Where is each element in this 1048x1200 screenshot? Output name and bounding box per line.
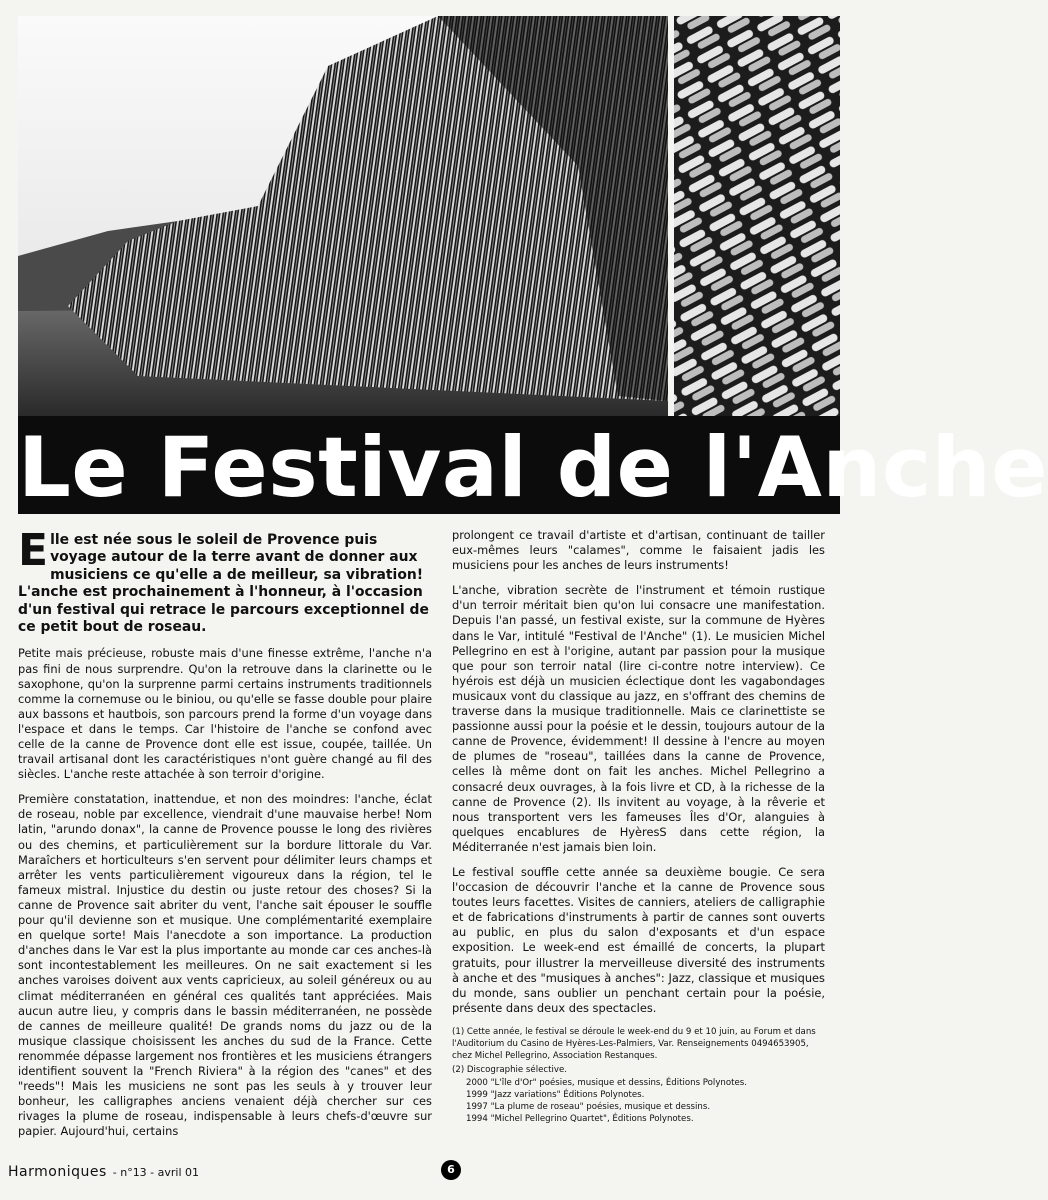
article-column-left (18, 525, 433, 1149)
article-paragraph: Première constatation, inattendue, et non des moindres: l'anche, éclat de roseau, noble par excellence, viendrait d'une mauvaise herbe! Nom latin, "arundo donax", la canne de Provence pousse le long des rivières ou des chemins, et particulièrement sur la bordure littorale du Var. Maraîchers et horticulteurs s'en servent pour délimiter leurs champs et arrêter les vents particulièrement vigoureux dans la région, tel le fameux mistral. Injustice du destin ou juste retour des choses? Si la canne de Provence sait abriter du vent, l'anche sait épouser le souffle pour qu'il devienne son et musique. Une complémentarité exemplaire en quelque sorte! Mais l'anecdote a son importance. La production d'anches dans le Var est la plus importante au monde car ces anches-là sont incontestablement les meilleures. On ne sait exactement si les anches varoises doivent aux vents capricieux, au soleil généreux ou au climat méditerranéen en général ces qualités tant appréciées. Mais aucun autre lieu, y compris dans le bassin méditerranéen, ne possède de cannes de meilleure qualité! De grands noms du jazz ou de la musique classique choisissent les anches du sud de la France. Cette renommée dépasse largement nos frontières et les musiciens étrangers identifient souvent la "French Riviera" à la région des "canes" et des "reeds"! Mais les musiciens ne sont pas les seuls à y trouver leur bonheur, les calligraphes anciens venaient déjà chercher sur ces rivages la plume de roseau, indispensable à leurs chefs-d'œuvre sur papier. Aujourd'hui, certains (18, 792, 432, 1139)
discography-item: 2000 "L'île d'Or" poésies, musique et dessins, Éditions Polynotes. (466, 1077, 747, 1088)
footnotes (452, 1026, 825, 1125)
article-lead (18, 525, 432, 636)
discography-item: 1999 "Jazz variations" Éditions Polynotes. (466, 1089, 645, 1100)
discography-heading: (2) Discographie sélective. (452, 1064, 567, 1075)
article-paragraph: Le festival souffle cette année sa deuxième bougie. Ce sera l'occasion de découvrir l'anche et la canne de Provence sous toutes leurs facettes. Visites de canniers, ateliers de calligraphie et de fabrications d'instruments à partir de cannes sont ouverts au public, en plus du salon d'exposants et d'un espace exposition. Le week-end est émaillé de concerts, la plupart gratuits, pour illustrer la merveilleuse diversité des instruments à anche et des "musiques à anches": Jazz, classique et musiques du monde, sans oublier un penchant certain pour la poésie, présente dans deux des spectacles. (452, 864, 825, 1015)
header-photo (18, 16, 1048, 516)
article-headline: Le Festival de l'Anche (18, 419, 1048, 516)
magazine-name: Harmoniques (8, 1164, 107, 1180)
lead-text: lle est née sous le soleil de Provence puis voyage autour de la terre avant de donner aux musiciens ce qu'elle a de meilleur, sa vibration! L'anche est prochainement à l'honneur, à l'occasion d'un festival qui retrace le parcours exceptionnel de ce petit bout de roseau. (18, 532, 429, 636)
article-paragraph: L'anche, vibration secrète de l'instrument et témoin rustique d'un terroir méritait bien qu'on lui consacre une manifestation. Depuis l'an passé, un festival existe, sur la commune de Hyères dans le Var, intitulé "Festival de l'Anche" (1). Le musicien Michel Pellegrino en est à l'origine, autant par passion pour la musique que pour son terroir natal (lire ci-contre notre interview). Ce hyérois est déjà un musicien éclectique dont les vagabondages musicaux vont du classique au jazz, en s'offrant des chemins de traverse dans la musique traditionnelle. Mais ce clarinettiste se passionne aussi pour la poésie et le dessin, toujours autour de la canne de Provence, évidemment! Il dessine à l'encre au moyen de plumes de "roseau", taillées dans la canne de Provence, celles là même dont on fait les anches. Michel Pellegrino a consacré deux ouvrages, à la fois livre et CD, à la richesse de la canne de Provence (2). Ils invitent au voyage, à la rêverie et nous transportent vers les fameuses Îles d'Or, alanguies à quelques encablures de HyèresS dans cette région, la Méditerranée n'est jamais bien loin. (452, 583, 825, 854)
footer-magazine (8, 1164, 199, 1180)
discography-item: 1994 "Michel Pellegrino Quartet", Éditions Polynotes. (466, 1113, 694, 1124)
article-paragraph: Petite mais précieuse, robuste mais d'une finesse extrême, l'anche n'a pas fini de nous surprendre. Qu'on la retrouve dans la clarinette ou le saxophone, qu'on la surprenne parmi certains instruments traditionnels comme la cornemuse ou le biniou, ou qu'elle se fasse double pour plaire aux bassons et hautbois, son parcours prend la forme d'un voyage dans l'espace et dans le temps. Car l'histoire de l'anche se confond avec celle de la canne de Provence dont elle est issue, coupée, taillée. Un travail artisanal dont les caractéristiques n'ont guère changé au fil des siècles. L'anche reste attachée à son terroir d'origine. (18, 646, 433, 782)
drop-cap: E (18, 525, 49, 576)
discography-item: 1997 "La plume de roseau" poésies, musique et dessins. (466, 1101, 711, 1112)
footnote: (1) Cette année, le festival se déroule le week-end du 9 et 10 juin, au Forum et dans l'Auditorium du Casino de Hyères-Les-Palmiers, Var. Renseignements 0494653905, chez Michel Pellegrino, Association Restanques. (452, 1026, 816, 1061)
issue-info: - n°13 - avril 01 (112, 1166, 200, 1179)
page-number: 6 (441, 1160, 461, 1180)
article-column-right (452, 528, 825, 1125)
article-paragraph: prolongent ce travail d'artiste et d'artisan, continuant de tailler eux-mêmes leurs "calames", comme le faisaient jadis les musiciens pour les anches de leurs instruments! (452, 528, 825, 573)
